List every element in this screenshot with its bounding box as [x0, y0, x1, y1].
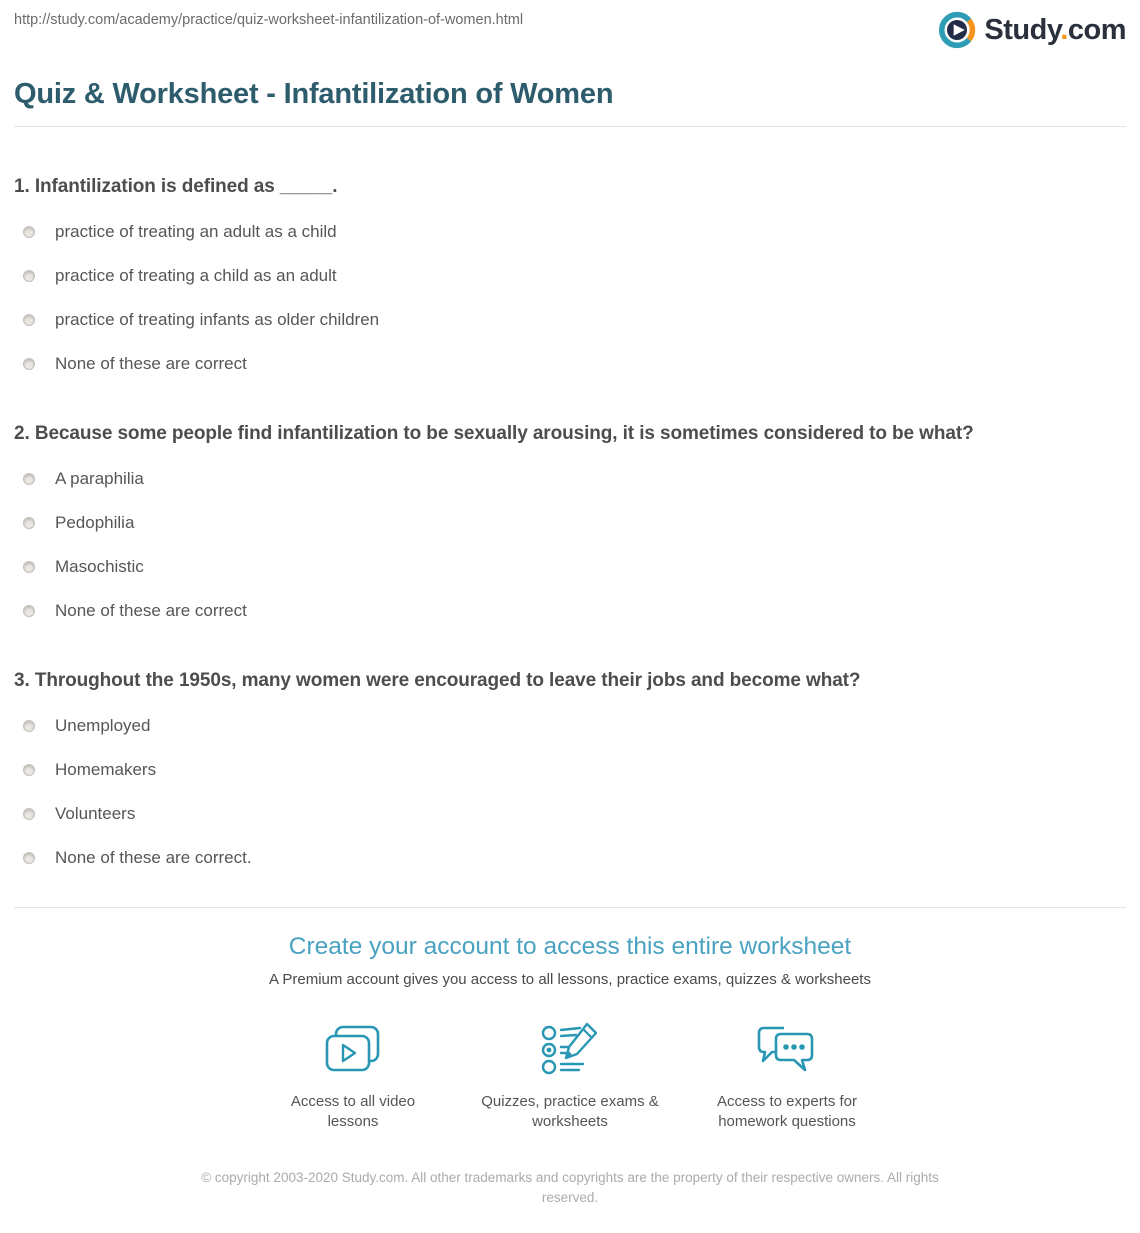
radio-button[interactable] — [23, 358, 35, 370]
question-2-text: 2. Because some people find infantilization to be sexually arousing, it is sometimes considered to be what? — [14, 423, 974, 444]
feature-expert-help — [679, 1022, 896, 1132]
copyright-notice: © copyright 2003-2020 Study.com. All other trademarks and copyrights are the property of their respective owners. All rights reserved. — [201, 1170, 939, 1205]
feature-quizzes-worksheets — [462, 1022, 679, 1132]
question-3-option-2[interactable] — [14, 760, 1126, 780]
signup-divider — [14, 907, 1126, 908]
question-2-option-4[interactable] — [14, 601, 1126, 621]
header — [14, 0, 1126, 50]
radio-button[interactable] — [23, 314, 35, 326]
question-3 — [14, 670, 1126, 868]
radio-button[interactable] — [23, 561, 35, 573]
signup-section — [14, 933, 1126, 1132]
question-1-text: 1. Infantilization is defined as _____. — [14, 176, 338, 197]
option-label[interactable]: Unemployed — [55, 716, 151, 735]
video-lessons-icon — [322, 1022, 384, 1080]
option-label[interactable]: Homemakers — [55, 760, 157, 779]
question-2-option-1[interactable] — [14, 469, 1126, 489]
logo-wordmark: Study.com — [984, 13, 1126, 46]
radio-button[interactable] — [23, 808, 35, 820]
feature-list — [14, 1022, 1126, 1132]
radio-button[interactable] — [23, 764, 35, 776]
radio-button[interactable] — [23, 226, 35, 238]
option-label[interactable]: Volunteers — [55, 804, 136, 823]
question-1-option-4[interactable] — [14, 354, 1126, 374]
question-3-option-4[interactable] — [14, 848, 1126, 868]
feature-label: Access to all video lessons — [290, 1093, 416, 1130]
option-label[interactable]: Masochistic — [55, 557, 144, 576]
question-3-text: 3. Throughout the 1950s, many women were encouraged to leave their jobs and become what? — [14, 670, 861, 691]
option-label[interactable]: practice of treating a child as an adult — [55, 266, 337, 285]
question-2 — [14, 423, 1126, 621]
option-label[interactable]: practice of treating infants as older children — [55, 310, 380, 329]
radio-button[interactable] — [23, 517, 35, 529]
option-label[interactable]: Pedophilia — [55, 513, 135, 532]
question-1-option-3[interactable] — [14, 310, 1126, 330]
question-2-option-2[interactable] — [14, 513, 1126, 533]
studycom-logo[interactable] — [937, 10, 1126, 50]
chat-experts-icon — [754, 1022, 820, 1080]
radio-button[interactable] — [23, 473, 35, 485]
signup-subheading: A Premium account gives you access to all lessons, practice exams, quizzes & worksheets — [269, 971, 871, 988]
question-3-option-3[interactable] — [14, 804, 1126, 824]
quizzes-worksheets-icon — [539, 1022, 601, 1080]
radio-button[interactable] — [23, 720, 35, 732]
feature-label: Access to experts for homework questions — [716, 1093, 858, 1130]
option-label[interactable]: practice of treating an adult as a child — [55, 222, 337, 241]
studycom-play-icon — [937, 10, 977, 50]
page-title: Quiz & Worksheet - Infantilization of Women — [14, 78, 614, 110]
radio-button[interactable] — [23, 270, 35, 282]
option-label[interactable]: None of these are correct. — [55, 848, 252, 867]
radio-button[interactable] — [23, 852, 35, 864]
signup-heading: Create your account to access this entire worksheet — [288, 933, 852, 960]
option-label[interactable]: None of these are correct — [55, 354, 247, 373]
question-1 — [14, 176, 1126, 374]
feature-label: Quizzes, practice exams & worksheets — [481, 1093, 659, 1130]
question-3-option-1[interactable] — [14, 716, 1126, 736]
question-1-option-2[interactable] — [14, 266, 1126, 286]
option-label[interactable]: None of these are correct — [55, 601, 247, 620]
radio-button[interactable] — [23, 605, 35, 617]
page-url: http://study.com/academy/practice/quiz-worksheet-infantilization-of-women.html — [14, 12, 524, 28]
option-label[interactable]: A paraphilia — [55, 469, 144, 488]
title-divider — [14, 126, 1126, 127]
question-1-option-1[interactable] — [14, 222, 1126, 242]
feature-video-lessons — [245, 1022, 462, 1132]
question-2-option-3[interactable] — [14, 557, 1126, 577]
